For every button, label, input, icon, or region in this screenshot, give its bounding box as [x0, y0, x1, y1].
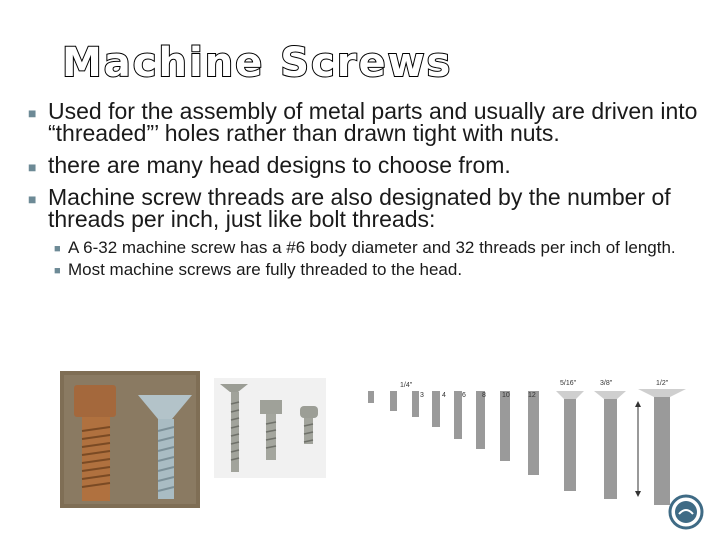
bullet-item [28, 186, 698, 230]
chart-label: 8 [482, 392, 486, 399]
chart-label: 6 [462, 392, 466, 399]
chart-label: 3/8" [600, 380, 613, 387]
chart-label: 12 [528, 392, 536, 399]
bullet-text: Machine screw threads are also designated by the number of threads per inch, just like bolt threads: [48, 184, 671, 232]
sub-bullet-text: Most machine screws are fully threaded to the head. [68, 260, 463, 279]
chart-label: 4 [442, 392, 446, 399]
bullet-text: there are many head designs to choose from. [48, 152, 511, 178]
sub-bullet-item [54, 240, 698, 256]
chart-label: 3 [420, 392, 424, 399]
square-bullet-icon: ■ [54, 243, 61, 255]
chart-label: 1/4" [400, 382, 413, 389]
screws-photo-three-small [214, 378, 326, 478]
nav-circle-icon [668, 494, 704, 530]
square-bullet-icon: ■ [54, 265, 61, 277]
chart-label: 5/16" [560, 380, 577, 387]
bullet-list [28, 100, 698, 284]
screws-photo-cap-and-flat [60, 371, 200, 508]
sub-bullet-text: A 6-32 machine screw has a #6 body diameter and 32 threads per inch of length. [68, 238, 676, 257]
bullet-text: Used for the assembly of metal parts and usually are driven into “threaded”’ holes rather than drawn tight with nuts. [48, 98, 698, 146]
screw-size-chart-photo [360, 377, 700, 512]
square-bullet-icon: ■ [28, 105, 37, 121]
sub-bullet-item [54, 262, 698, 278]
chart-label: 1/2" [656, 380, 669, 387]
bullet-item [28, 154, 698, 176]
square-bullet-icon: ■ [28, 159, 37, 175]
nav-button[interactable] [668, 494, 704, 535]
bullet-item [28, 100, 698, 144]
chart-label: 10 [502, 392, 510, 399]
slide-title: Machine Screws [62, 40, 453, 86]
square-bullet-icon: ■ [28, 191, 37, 207]
